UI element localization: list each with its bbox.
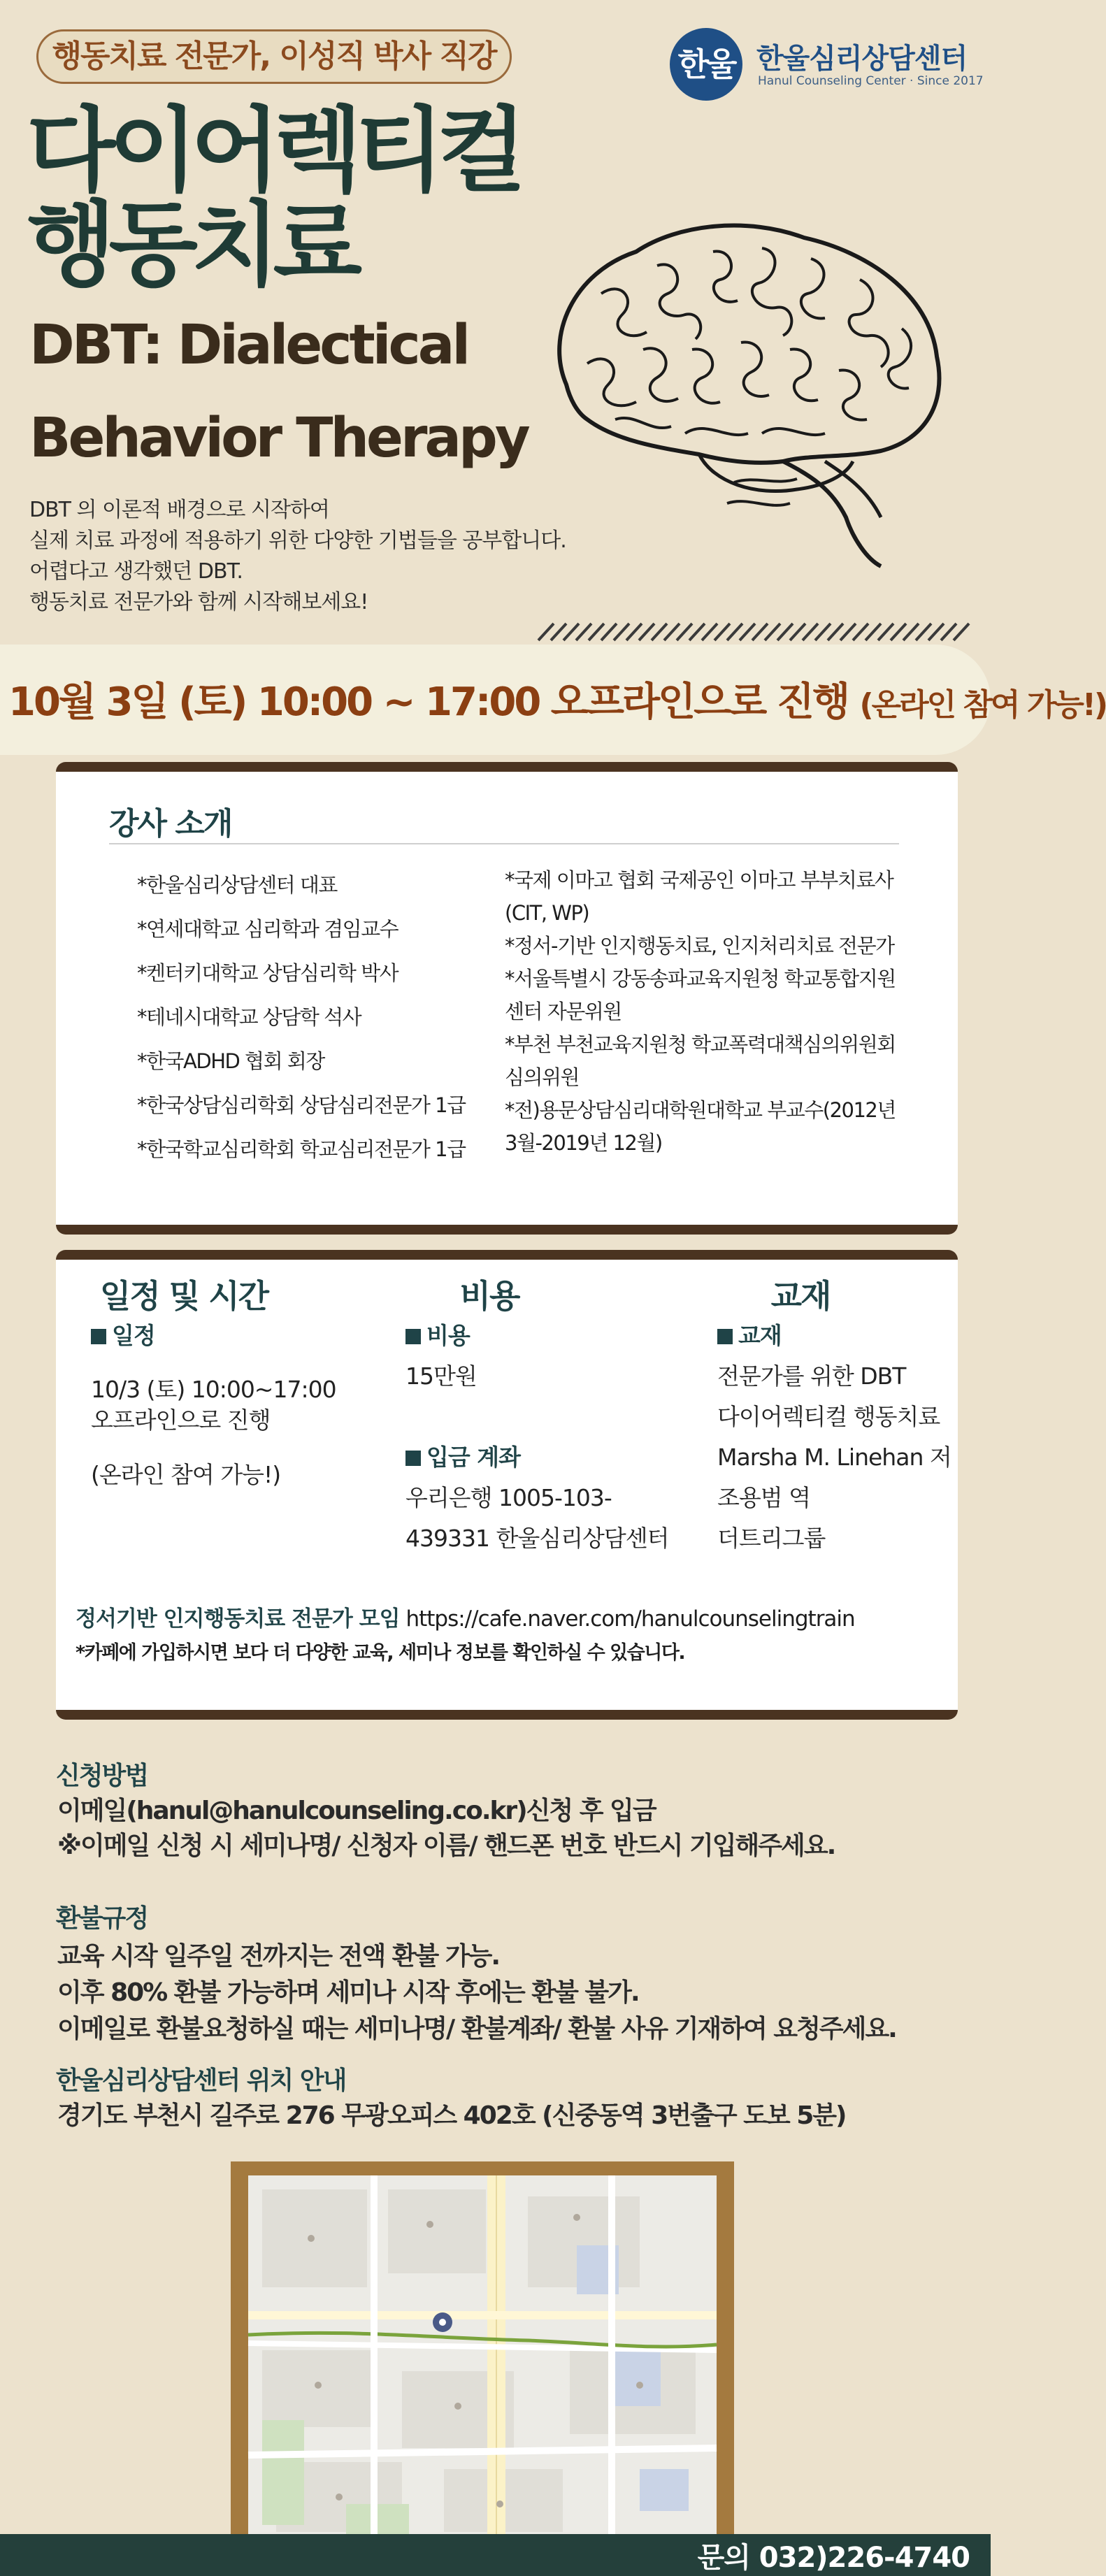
square-bullet-icon: [405, 1329, 421, 1344]
list-item: (CIT, WP): [505, 901, 589, 925]
intro-line: 어렵다고 생각했던 DBT.: [29, 559, 243, 584]
list-item: *한울심리상담센터 대표: [137, 873, 337, 897]
schedule-heading: 일정 및 시간: [99, 1277, 268, 1315]
apply-note: ※이메일 신청 시 세미나명/ 신청자 이름/ 핸드폰 번호 반드시 기입해주세요.: [57, 1832, 835, 1860]
refund-line: 교육 시작 일주일 전까지는 전액 환불 가능.: [57, 1942, 500, 1971]
square-bullet-icon: [405, 1451, 421, 1466]
square-bullet-icon: [717, 1329, 733, 1344]
schedule-label-row: [91, 1316, 371, 1356]
apply-heading: 신청방법: [56, 1762, 148, 1790]
textbook-line: 전문가를 위한 DBT: [717, 1362, 906, 1390]
list-item: *켄터키대학교 상담심리학 박사: [137, 961, 398, 985]
list-item: *한국상담심리학회 상담심리전문가 1급: [137, 1093, 466, 1117]
textbook-column: [717, 1316, 955, 1559]
brain-illustration: [517, 210, 965, 573]
center-logo-name: 한울심리상담센터: [756, 43, 968, 75]
center-logo-subtitle: Hanul Counseling Center · Since 2017: [758, 74, 984, 88]
cost-value: 15만원: [405, 1362, 477, 1390]
map-graphic: [248, 2175, 717, 2546]
online-note: (온라인 참여 가능!): [859, 687, 1106, 723]
date-banner-text: [8, 671, 1106, 727]
textbook-label-row: [717, 1316, 955, 1356]
textbook-line: Marsha M. Linehan 저: [717, 1444, 951, 1471]
cost-label-row: [405, 1316, 699, 1356]
apply-line: 이메일(hanul@hanulcounseling.co.kr)신청 후 입금: [57, 1797, 656, 1825]
cost-heading: 비용: [459, 1277, 519, 1315]
textbook-heading: 교재: [770, 1277, 831, 1315]
instructor-list-left: [137, 870, 487, 1178]
list-item: *전)용문상담심리대학원대학교 부교수(2012년: [505, 1098, 896, 1122]
list-item: 센터 자문위원: [505, 1000, 622, 1023]
main-title-line2: 행동치료: [27, 192, 356, 299]
refund-heading: 환불규정: [56, 1904, 148, 1933]
textbook-label: 교재: [738, 1322, 782, 1349]
cafe-info: [76, 1601, 855, 1632]
textbook-line: 더트리그룹: [717, 1525, 826, 1552]
schedule-time: 10/3 (토) 10:00~17:00: [91, 1376, 336, 1403]
location-address: 경기도 부천시 길주로 276 무광오피스 402호 (신중동역 3번출구 도보 5분): [57, 2101, 846, 2130]
cost-label: 비용: [426, 1322, 470, 1349]
instructor-section-title: 강사 소개: [109, 806, 232, 842]
cost-column: [405, 1316, 699, 1559]
main-title-line1: 다이어렉티컬: [27, 97, 520, 205]
section-divider: [109, 843, 899, 844]
cafe-label: 정서기반 인지행동치료 전문가 모임: [76, 1606, 400, 1632]
account-line: 우리은행 1005-103-: [405, 1484, 612, 1511]
account-label-row: [405, 1437, 699, 1478]
list-item: 3월-2019년 12월): [505, 1131, 662, 1155]
contact-phone[interactable]: 문의 032)226-4740: [697, 2542, 970, 2574]
intro-line: DBT 의 이론적 배경으로 시작하여: [29, 498, 329, 522]
decorative-hatch: [538, 621, 986, 642]
list-item: *한국ADHD 협회 회장: [137, 1049, 324, 1073]
subtitle-line2: Behavior Therapy: [29, 407, 528, 470]
lecturer-badge: 행동치료 전문가, 이성직 박사 직강: [36, 29, 512, 84]
list-item: *테네시대학교 상담학 석사: [137, 1005, 361, 1029]
date-main-text: 10월 3일 (토) 10:00 ~ 17:00 오프라인으로 진행: [8, 679, 849, 725]
list-item: *서울특별시 강동송파교육지원청 학교통합지원: [505, 967, 896, 991]
list-item: *한국학교심리학회 학교심리전문가 1급: [137, 1137, 466, 1161]
list-item: *연세대학교 심리학과 겸임교수: [137, 917, 398, 941]
textbook-line: 조용범 역: [717, 1484, 811, 1511]
schedule-mode: 오프라인으로 진행: [91, 1406, 271, 1434]
account-line: 439331 한울심리상담센터: [405, 1525, 669, 1552]
schedule-column: [91, 1316, 371, 1490]
square-bullet-icon: [91, 1329, 106, 1344]
list-item: 심의위원: [505, 1065, 580, 1089]
instructor-list-right: [505, 864, 952, 1160]
location-map[interactable]: [248, 2175, 717, 2546]
schedule-online-note: (온라인 참여 가능!): [91, 1461, 281, 1488]
list-item: *부천 부천교육지원청 학교폭력대책심의위원회: [505, 1032, 896, 1056]
schedule-label: 일정: [112, 1322, 155, 1349]
textbook-line: 다이어렉티컬 행동치료: [717, 1403, 940, 1430]
intro-line: 실제 치료 과정에 적용하기 위한 다양한 기법들을 공부합니다.: [29, 528, 566, 553]
account-label: 입금 계좌: [426, 1444, 521, 1471]
intro-line: 행동치료 전문가와 함께 시작해보세요!: [29, 590, 368, 614]
cafe-link[interactable]: https://cafe.naver.com/hanulcounselingtrain: [405, 1606, 855, 1632]
location-heading: 한울심리상담센터 위치 안내: [56, 2066, 346, 2095]
list-item: *국제 이마고 협회 국제공인 이마고 부부치료사: [505, 868, 893, 892]
hanul-logo-mark: 한울: [670, 28, 742, 101]
cafe-note: *카페에 가입하시면 보다 더 다양한 교육, 세미나 정보를 확인하실 수 있습니다.: [76, 1642, 685, 1664]
subtitle-line1: DBT: Dialectical: [29, 314, 468, 377]
refund-line: 이메일로 환불요청하실 때는 세미나명/ 환불계좌/ 환불 사유 기재하여 요청주세요.: [57, 2015, 896, 2043]
list-item: *정서-기반 인지행동치료, 인지처리치료 전문가: [505, 934, 894, 958]
refund-line: 이후 80% 환불 가능하며 세미나 시작 후에는 환불 불가.: [57, 1978, 639, 2007]
